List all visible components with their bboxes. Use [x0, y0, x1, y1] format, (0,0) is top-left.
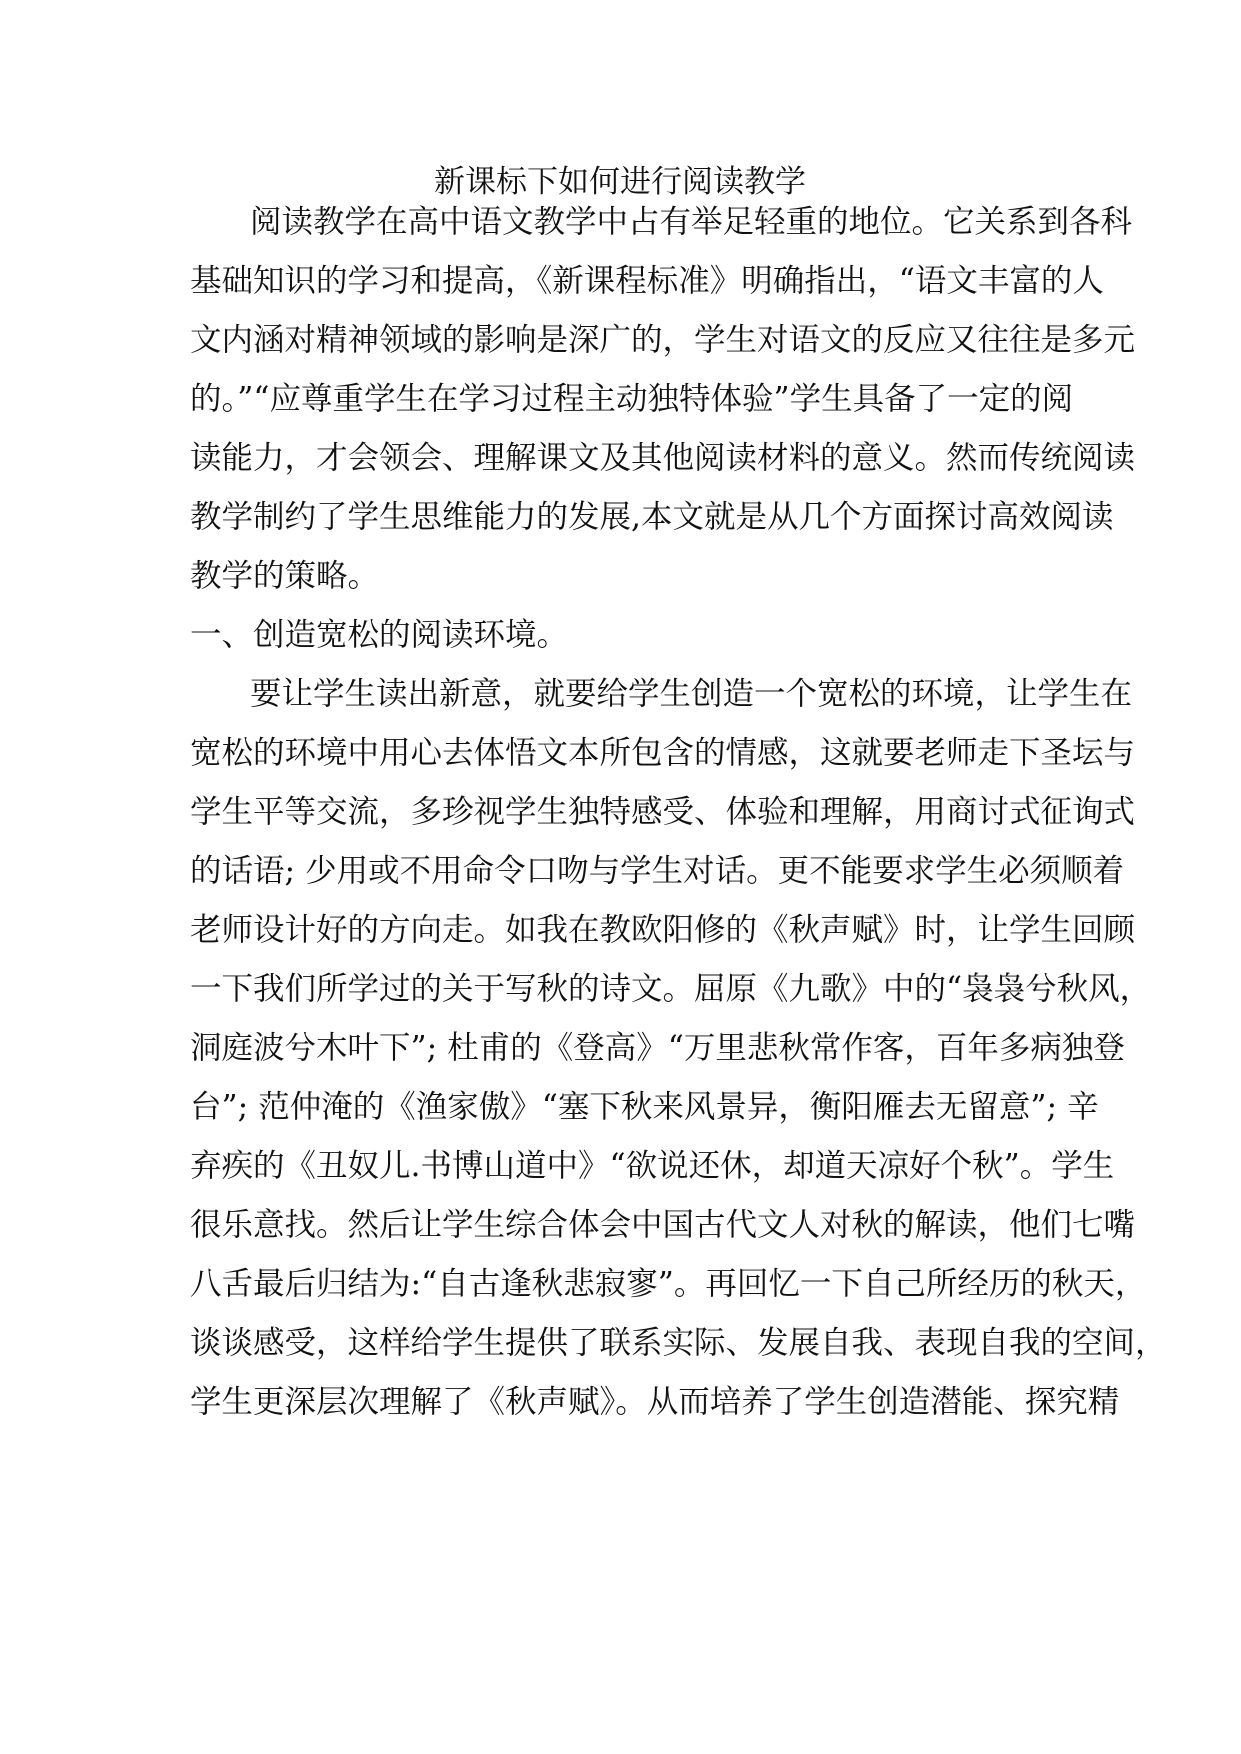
document-title: 新课标下如何进行阅读教学: [434, 164, 806, 200]
text-line: 基础知识的学习和提高，《新课程标准》明确指出，“语文丰富的人: [190, 263, 1104, 299]
text-line: 阅读教学在高中语文教学中占有举足轻重的地位。它关系到各科: [250, 204, 1133, 240]
section-heading: 一、创造宽松的阅读环境。: [190, 617, 569, 653]
text-line: 老师设计好的方向走。如我在教欧阳修的《秋声赋》时，让学生回顾: [190, 912, 1136, 948]
text-line: 的话语; 少用或不用命令口吻与学生对话。更不能要求学生必须顺着: [190, 853, 1125, 889]
text-line: 洞庭波兮木叶下”; 杜甫的《登高》“万里悲秋常作客，百年多病独登: [190, 1030, 1125, 1066]
text-line: 学生更深层次理解了《秋声赋》。从而培养了学生创造潜能、探究精: [190, 1384, 1120, 1420]
text-line: 很乐意找。然后让学生综合体会中国古代文人对秋的解读，他们七嘴: [190, 1207, 1136, 1243]
text-line: 台”; 范仲淹的《渔家傲》“塞下秋来风景异，衡阳雁去无留意”; 辛: [190, 1089, 1099, 1125]
text-line: 弃疾的《丑奴儿.书博山道中》“欲说还休，却道天凉好个秋”。学生: [190, 1148, 1115, 1184]
text-line: 文内涵对精神领域的影响是深广的，学生对语文的反应又往往是多元: [190, 322, 1136, 358]
text-line: 读能力，才会领会、理解课文及其他阅读材料的意义。然而传统阅读: [190, 440, 1136, 476]
text-line: 谈谈感受，这样给学生提供了联系实际、发展自我、表现自我的空间，: [190, 1325, 1167, 1361]
text-line: 学生平等交流，多珍视学生独特感受、体验和理解，用商讨式征询式: [190, 794, 1136, 830]
text-line: 八舌最后归结为:“自古逢秋悲寂寥”。再回忆一下自己所经历的秋天，: [190, 1266, 1147, 1302]
text-line: 教学制约了学生思维能力的发展,本文就是从几个方面探讨高效阅读: [190, 499, 1114, 535]
text-line: 要让学生读出新意，就要给学生创造一个宽松的环境，让学生在: [250, 676, 1133, 712]
text-line: 一下我们所学过的关于写秋的诗文。屈原《九歌》中的“袅袅兮秋风，: [190, 971, 1152, 1007]
text-line: 教学的策略。: [190, 558, 380, 594]
text-line: 宽松的环境中用心去体悟文本所包含的情感，这就要老师走下圣坛与: [190, 735, 1136, 771]
text-line: 的。”“应尊重学生在学习过程主动独特体验”学生具备了一定的阅: [190, 381, 1074, 417]
